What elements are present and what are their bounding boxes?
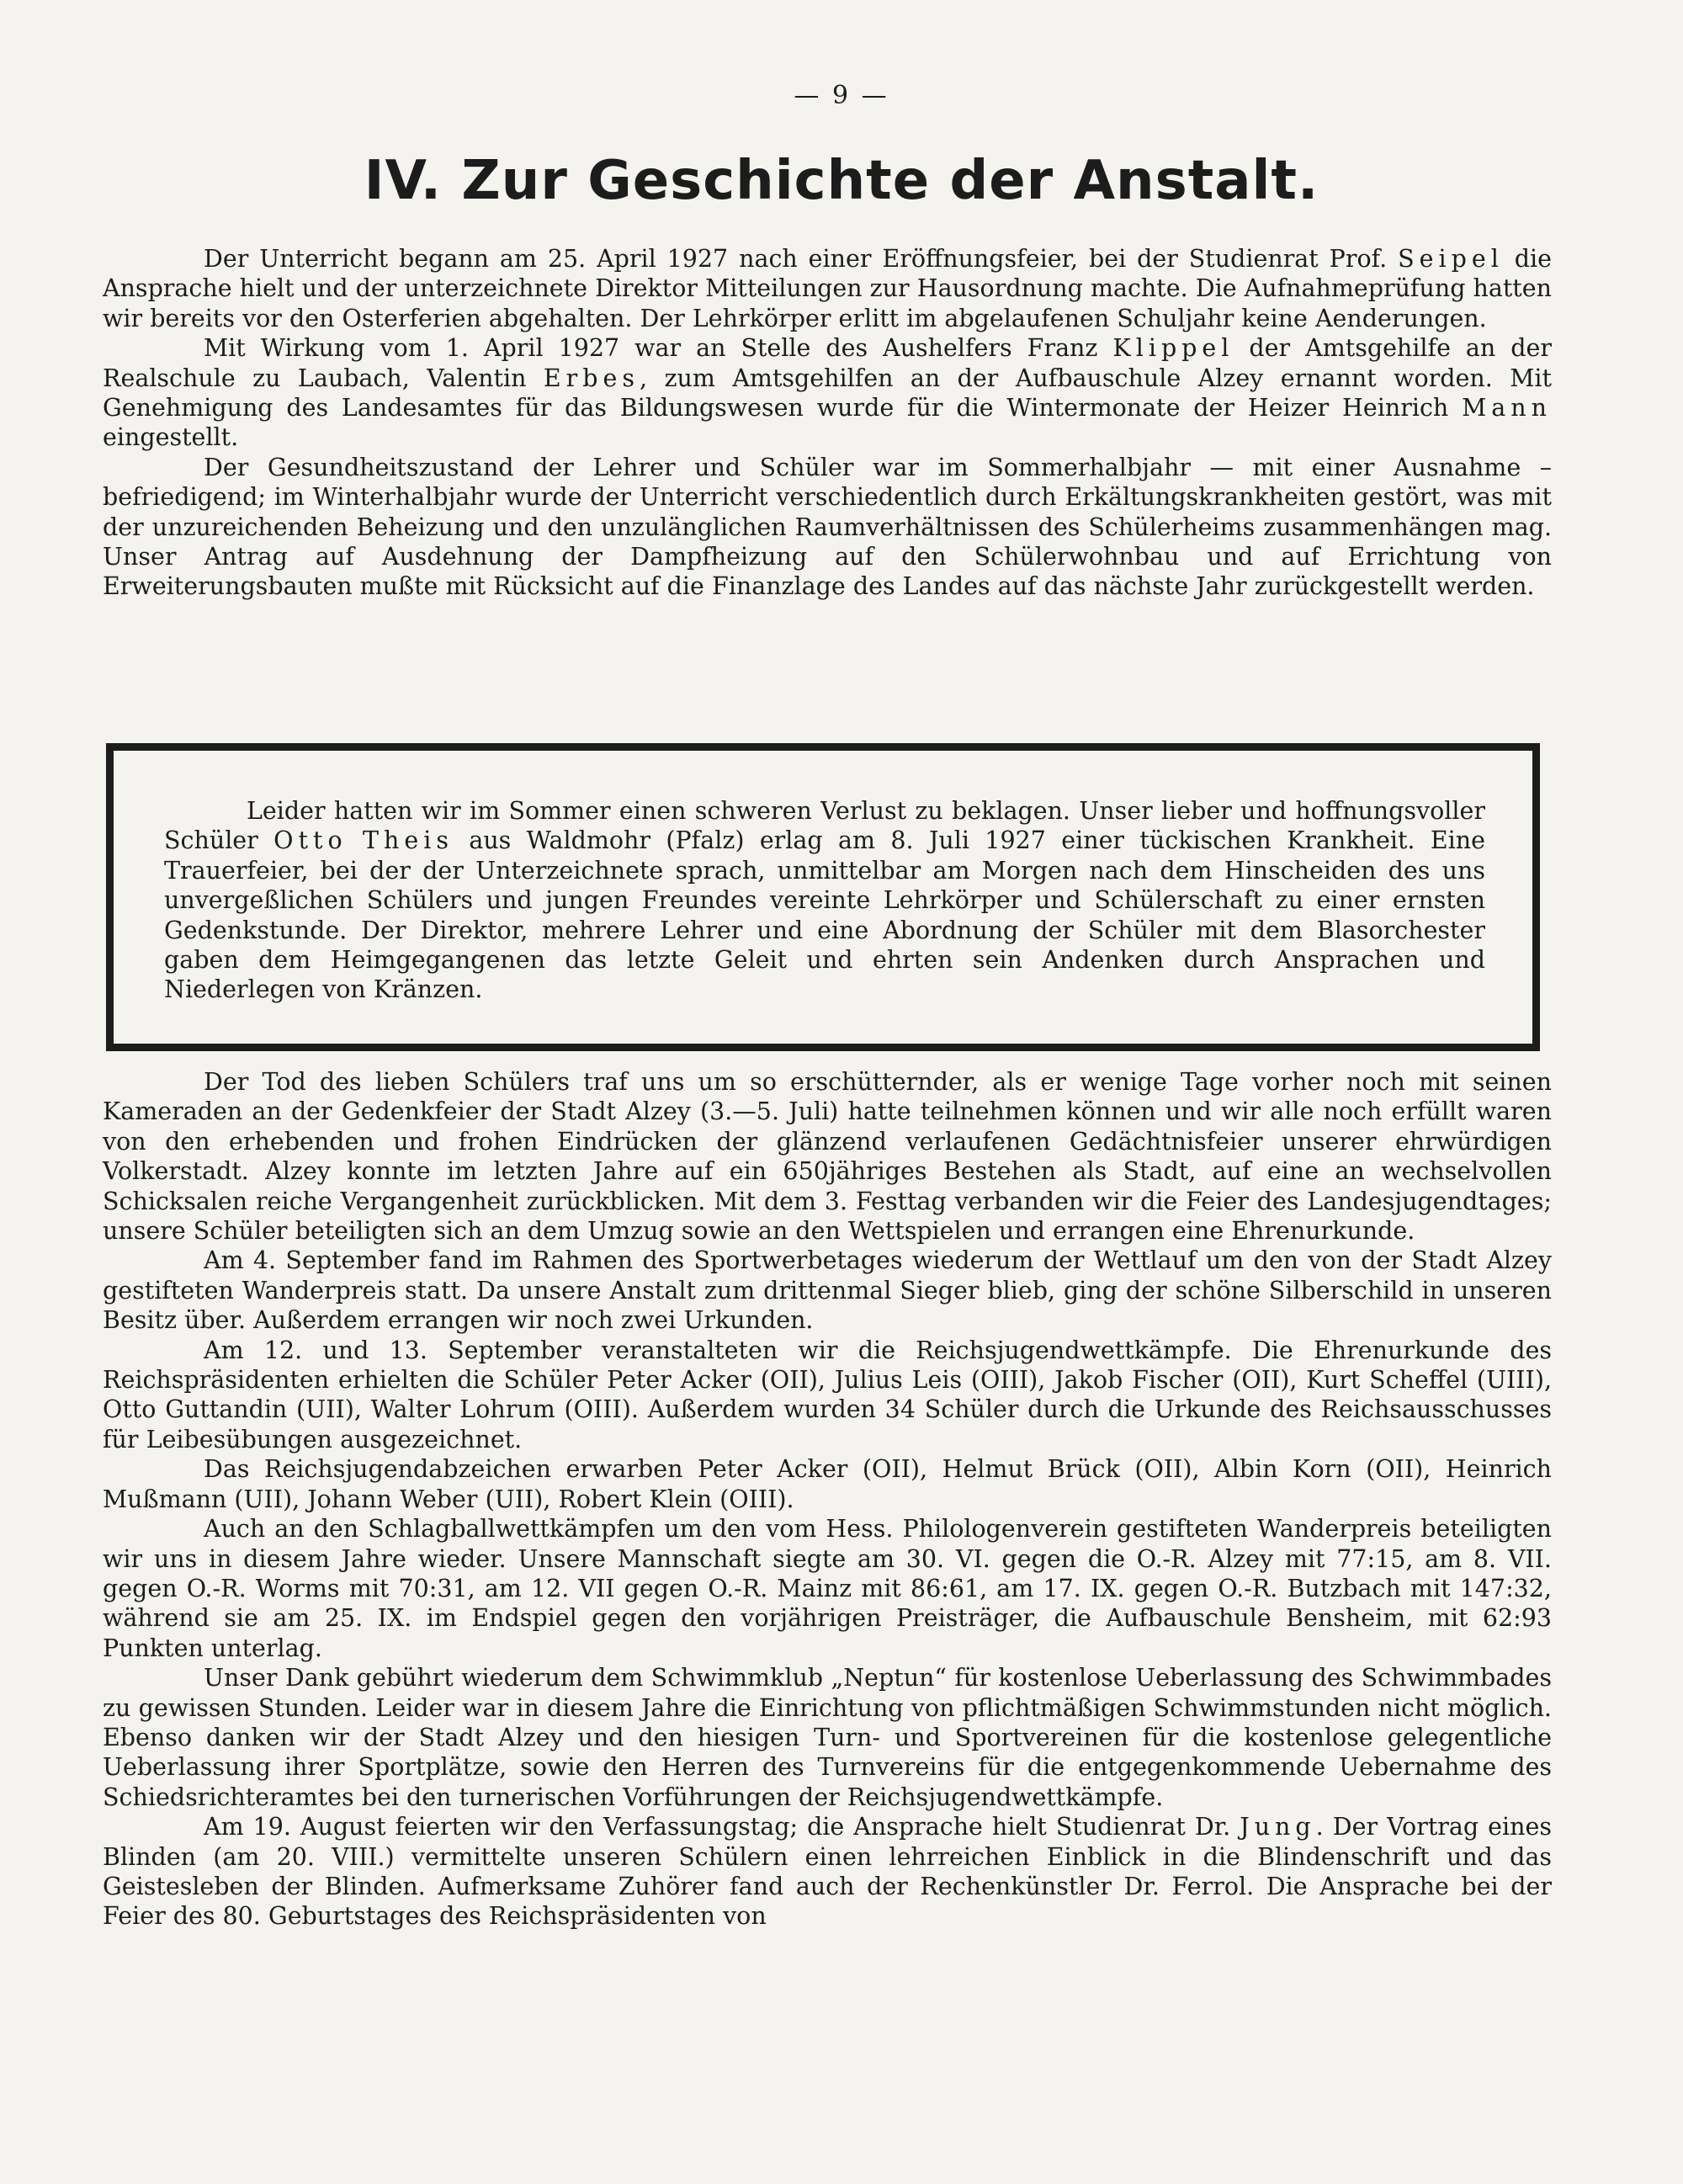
text-run: Der Unterricht begann am 25. April 1927 nach einer Eröffnungsfeier, bei der Studienrat Prof.	[204, 245, 1399, 273]
text-run: Am 19. August feierten wir den Verfassungstag; die Ansprache hielt Studienrat Dr.	[204, 1813, 1240, 1841]
spaced-name: Seipel	[1398, 245, 1504, 273]
paragraph-constitution-day	[103, 1812, 1552, 1932]
top-text-block	[103, 244, 1552, 602]
paragraph-youth-games: Am 12. und 13. September veranstalteten wir die Reichsjugendwettkämpfe. Die Ehrenurkunde des Reichspräsidenten erhielten die Schüler Peter Acker (OII), Julius Leis (OIII), Jakob Fischer (OII), Kurt Scheffel (UIII), Otto Guttandin (UII), Walter Lohrum (OIII). Außerdem wurden 34 Schüler durch die Urkunde des Reichsausschusses für Leibesübungen ausgezeichnet.	[103, 1336, 1552, 1453]
paragraph-staff	[103, 333, 1552, 453]
section-title: IV. Zur Geschichte der Anstalt.	[364, 150, 1319, 212]
spaced-name: Jung	[1240, 1813, 1316, 1841]
text-run: eingestellt.	[103, 423, 239, 452]
spaced-name: Erbes	[543, 364, 640, 392]
text-run: der Amtsgehilfe an der Realschule zu Laubach, Valentin	[103, 334, 1552, 392]
memorial-paragraph	[164, 796, 1485, 1005]
text-run: aus Waldmohr (Pfalz) erlag am 8. Juli 1927 einer tückischen Krankheit. Eine Trauerfeier, bei der der Unterzeichnete sprach, unmittelbar am Morgen nach dem Hinscheiden des uns unvergeßlichen Schülers und jungen Freundes vereinte Lehrkörper und Schülerschaft zu einer ernsten Gedenkstunde. Der Direktor, mehrere Lehrer und eine Abordnung der Schüler mit dem Blasorchester gaben dem Heimgegangenen das letzte Geleit und ehrten sein Andenken durch Ansprachen und Niederlegen von Kränzen.	[164, 826, 1485, 1004]
paragraph-memorial-followup: Der Tod des lieben Schülers traf uns um so erschütternder, als er wenige Tage vorher noch mit seinen Kameraden an der Gedenkfeier der Stadt Alzey (3.—5. Juli) hatte teilnehmen können und wir alle noch erfüllt waren von den erhebenden und frohen Eindrücken der glänzend verlaufenen Gedächtnisfeier unserer ehrwürdigen Volkerstadt. Alzey konnte im letzten Jahre auf ein 650jähriges Bestehen als Stadt, auf eine an wechselvollen Schicksalen reiche Vergangenheit zurückblicken. Mit dem 3. Festtag verbanden wir die Feier des Landesjugendtages; unsere Schüler beteiligten sich an dem Umzug sowie an den Wettspielen und errangen eine Ehrenurkunde.	[103, 1068, 1552, 1246]
spaced-name: Klippel	[1112, 334, 1234, 363]
text-run: Mit Wirkung vom 1. April 1927 war an Stelle des Aushelfers Franz	[204, 334, 1113, 363]
text-run: Leider hatten wir im Sommer einen schweren Verlust zu beklagen. Unser lieber und hoffnungsvoller Schüler	[164, 797, 1485, 855]
memorial-box	[106, 743, 1540, 1051]
paragraph-opening	[103, 244, 1552, 333]
memorial-text	[164, 796, 1485, 1005]
bottom-text-block	[103, 1067, 1552, 1932]
spaced-name: Theis	[362, 826, 454, 855]
paragraph-sport-day: Am 4. September fand im Rahmen des Sportwerbetages wiederum der Wettlauf um den von der Stadt Alzey gestifteten Wanderpreis statt. Da unsere Anstalt zum drittenmal Sieger blieb, ging der schöne Silberschild in unseren Besitz über. Außerdem errangen wir noch zwei Urkunden.	[103, 1246, 1552, 1335]
text-run: , zum Amtsgehilfen an der Aufbauschule Alzey ernannt worden. Mit Genehmigung des Landesamtes für das Bildungswesen wurde für die Wintermonate der Heizer Heinrich	[103, 364, 1552, 422]
text-run: . Der Vortrag eines Blinden (am 20. VIII.) vermittelte unseren Schülern einen lehrreichen Einblick in die Blindenschrift und das Geistesleben der Blinden. Aufmerksame Zuhörer fand auch der Rechenkünstler Dr. Ferrol. Die Ansprache bei der Feier des 80. Geburtstages des Reichspräsidenten von	[103, 1813, 1552, 1931]
spaced-name: Otto	[273, 826, 348, 855]
page-number: — 9 —	[794, 81, 889, 110]
paragraph-thanks: Unser Dank gebührt wiederum dem Schwimmklub „Neptun“ für kostenlose Ueberlassung des Schwimmbades zu gewissen Stunden. Leider war in diesem Jahre die Einrichtung von pflichtmäßigen Schwimmstunden nicht möglich. Ebenso danken wir der Stadt Alzey und den hiesigen Turn- und Sportvereinen für die kostenlose gelegentliche Ueberlassung ihrer Sportplätze, sowie den Herren des Turnvereins für die entgegenkommende Uebernahme des Schiedsrichteramtes bei den turnerischen Vorführungen der Reichsjugendwettkämpfe.	[103, 1664, 1552, 1811]
text-run: die Ansprache hielt und der unterzeichnete Direktor Mitteilungen zur Hausordnung machte. Die Aufnahmeprüfung hatten wir bereits vor den Osterferien abgehalten. Der Lehrkörper erlitt im abgelaufenen Schuljahr keine Aenderungen.	[103, 245, 1552, 332]
paragraph-badge: Das Reichsjugendabzeichen erwarben Peter Acker (OII), Helmut Brück (OII), Albin Korn (OII), Heinrich Mußmann (UII), Johann Weber (UII), Robert Klein (OIII).	[103, 1455, 1552, 1513]
spaced-name: Mann	[1462, 394, 1552, 422]
paragraph-health: Der Gesundheitszustand der Lehrer und Schüler war im Sommerhalbjahr — mit einer Ausnahme – befriedigend; im Winterhalbjahr wurde der Unterricht verschiedentlich durch Erkältungskrankheiten gestört, was mit der unzureichenden Beheizung und den unzulänglichen Raumverhältnissen des Schülerheims zusammenhängen mag. Unser Antrag auf Ausdehnung der Dampfheizung auf den Schülerwohnbau und auf Errichtung von Erweiterungsbauten mußte mit Rücksicht auf die Finanzlage des Landes auf das nächste Jahr zurückgestellt werden.	[103, 453, 1552, 601]
paragraph-schlagball: Auch an den Schlagballwettkämpfen um den vom Hess. Philologenverein gestifteten Wanderpreis beteiligten wir uns in diesem Jahre wieder. Unsere Mannschaft siegte am 30. VI. gegen die O.-R. Alzey mit 77:15, am 8. VII. gegen O.-R. Worms mit 70:31, am 12. VII gegen O.-R. Mainz mit 86:61, am 17. IX. gegen O.-R. Butzbach mit 147:32, während sie am 25. IX. im Endspiel gegen den vorjährigen Preisträger, die Aufbauschule Bensheim, mit 62:93 Punkten unterlag.	[103, 1515, 1552, 1662]
